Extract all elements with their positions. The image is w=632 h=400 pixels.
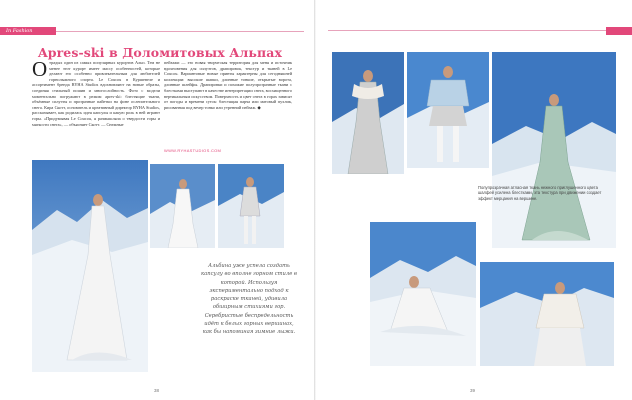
photo-puffer-jacket: [407, 52, 489, 168]
photo-white-dress: [150, 164, 215, 248]
article-title: Apres-ski в Доломитовых Альпах: [37, 45, 283, 60]
rubric-tab: [0, 27, 56, 35]
photo-gown-snow: [32, 160, 148, 372]
body-column-2: [164, 60, 292, 110]
page-number-right: 39: [470, 388, 476, 393]
column2-text: пейзажи — это новая творческая территория для меня и источник вдохновения для силуэтов, драпировок, текстур и тканей в Le Coucou. Вариантовые новые принты характерны для сегодняшней коллекции: высокие шапки, длинные тонкие, открытые ворота, длинные шлейфы. Драпировки и похожие полупрозрачные ткани с блестками выступают в качестве интерпретации снега, восхищенного вертикальным искусством. Поверхность и цвет снега в горах зависят от погоды и времени суток: блестящая парча или матовый пухлик, рисованная под вечер тонко или утренний пейзаж. ◆: [164, 60, 292, 110]
photo-caption: Полупрозрачная атласная ткань нежного приглушенного цвета шалфей усилена блестками, эта текстура при движении создает эффект мерцания на вершине.: [478, 185, 602, 201]
photo-sequin-gown: [332, 52, 404, 174]
page-number-left: 38: [154, 388, 160, 393]
photo-model-in-snow: [370, 222, 476, 366]
section-rubric: [0, 27, 316, 35]
section-label: In Fashion: [6, 28, 33, 34]
body-column-1: [32, 57, 160, 127]
rubric-rule: [56, 31, 304, 32]
photo-sequin-dress: [218, 164, 284, 248]
rubric-tab-right: [606, 27, 632, 35]
column1-text: традых один из самых популярных курортов Альп. Тем не менее этот курорт имеет массу особенностей, которые делают его особенно привлекательным для любителей горнолыжного спорта. Le Coucou в Куршевеле и ассортимент бренда RYHA Studios вдохновляют на новые образы, соединяя стильный пошив и многослойность. Фото с модели моментально погружают в режим apres-ski: блестящие ткани, объёмные силуэты и прозрачные пайетки на фоне ослепительного снега. Кира Скотт, основатель и креативный директор RYHA Studios, рассказывает, как родилась идея капсулы и какую роль в ней играют горы. «Придумывая Le Coucou, я размышляла о твердости горы и мягкости снега», — объясняет Скотт. — Снежные: [32, 60, 160, 127]
pull-quote: Альбина уже успела создать капсулу во вполне горном стиле в которой. Используя экспериментально подход к раскраске тканей, удивила обширным стихиями гор. Серебристые беспредельность идёт к белых горных вершинах, как бы напоминая зимние лыжи.: [201, 263, 297, 336]
photo-fur-coat: [480, 262, 614, 366]
photo-sage-gown: [492, 52, 616, 248]
drop-cap: О: [32, 57, 48, 81]
website-link[interactable]: WWW.RYHASTUDIOS.COM: [164, 148, 222, 153]
right-page: [316, 0, 632, 400]
rubric-rule-right: [328, 30, 606, 31]
